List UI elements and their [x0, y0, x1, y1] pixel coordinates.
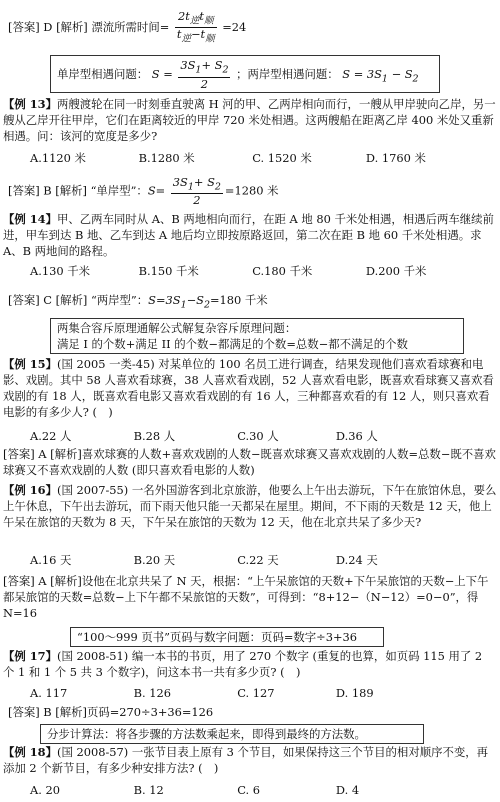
- option-c: C.30 人: [237, 429, 279, 443]
- option-a: A. 117: [30, 686, 68, 700]
- example-15: 【例 15】(国 2005 一类-45) 对某单位的 100 名员工进行调查，结果发现他们喜欢看球赛和电影、戏剧。其中 58 人喜欢看球赛，38 人喜欢看戏剧，52 人喜欢看电影，既喜欢看球赛又喜欢看戏剧的有 18 人，既喜欢看电影又喜欢看戏剧的有 16 人，三种都喜欢看的有 12 人，则只喜欢看电影的有多少人? ( ): [3, 357, 494, 419]
- option-a: A.1120 米: [30, 151, 86, 165]
- example-14-options: [30, 263, 500, 279]
- drift-time-fraction: $\frac{2t_逆t_顺}{t_逆-t_顺}$: [176, 9, 215, 45]
- example-18-options: [30, 782, 500, 798]
- example-14: 【例 14】甲、乙两车同时从 A、B 两地相向而行，在距 A 地 80 千米处相遇，相遇后两车继续前进，甲车到达 B 地、乙车到达 A 地后均立即按原路返回，第二次在距 B 地 60 千米处相遇。求 A、B 两地间的路程。: [3, 212, 494, 258]
- example-16-options: [30, 552, 500, 568]
- option-a: A.130 千米: [30, 264, 90, 278]
- two-bank-formula: $S = 3S_1 - S_2$: [342, 67, 419, 85]
- answer-17: [答案] B [解析]页码=270÷3+36=126: [8, 705, 214, 719]
- answer-15: [答案] A [解析]喜欢球赛的人数+喜欢戏剧的人数−既喜欢球赛又喜欢戏剧的人数=总数−既不喜欢球赛又不喜欢戏剧的人数 (即只喜欢看电影的人数): [3, 447, 496, 477]
- answer-13-fraction: $\frac{3S_1+ S_2}{2}$: [172, 175, 221, 208]
- example-13: 【例 13】两艘渡轮在同一时刻垂直驶离 H 河的甲、乙两岸相向而行，一艘从甲岸驶向乙岸，另一艘从乙岸开往甲岸，它们在距离较近的甲岸 720 米处相遇。这两艘船在距离乙岸 400 米处又重新相遇。问：该河的宽度是多少?: [3, 97, 496, 143]
- option-b: B.20 天: [133, 553, 176, 567]
- page-number-box: “100～999 页书”页码与数字问题：页码=数字÷3+36: [70, 627, 384, 647]
- answer-16: [答案] A [解析]设他在北京共呆了 N 天，根据：“上午呆旅馆的天数+下午呆旅馆的天数−上下午都呆旅馆的天数=总数−上下午都不呆旅馆的天数”，可得到：“8+12−（N−12）=0−0”，得 N=16: [3, 574, 489, 620]
- option-b: B.28 人: [133, 429, 176, 443]
- option-d: D. 1760 米: [365, 151, 426, 165]
- option-b: B. 12: [133, 783, 164, 797]
- option-d: D.24 天: [335, 553, 378, 567]
- option-c: C. 1520 米: [252, 151, 312, 165]
- option-a: A. 20: [30, 783, 60, 797]
- answer-line-prev: [答案] D [解析] 漂流所需时间= $\frac{2t_逆t_顺}{t_逆-t_顺}$ =24: [8, 9, 247, 45]
- example-18: 【例 18】(国 2008-57) 一张节目表上原有 3 个节目，如果保持这三个节目的相对顺序不变，再添加 2 个新节目，有多少种安排方法? ( ): [3, 745, 489, 775]
- option-b: B.150 千米: [138, 264, 199, 278]
- option-d: D. 189: [335, 686, 374, 700]
- option-c: C.180 千米: [252, 264, 313, 278]
- option-c: C.22 天: [237, 553, 279, 567]
- option-b: B. 126: [133, 686, 171, 700]
- option-d: D. 4: [335, 783, 360, 797]
- option-d: D.36 人: [335, 429, 378, 443]
- option-a: A.22 人: [30, 429, 72, 443]
- option-d: D.200 千米: [365, 264, 427, 278]
- example-13-options: [30, 150, 500, 166]
- formula-box-meeting: 单岸型相遇问题： S = $\frac{3S_1+ S_2}{2}$ ；两岸型相遇问题： $S = 3S_1 - S_2$: [50, 55, 440, 93]
- example-16: 【例 16】(国 2007-55) 一名外国游客到北京旅游，他要么上午出去游玩，下午在旅馆休息，要么上午休息，下午出去游玩，而下雨天他只能一天都呆在屋里。期间，不下雨的天数是 12 天，他上午呆在旅馆的天数为 8 天，下午呆在旅馆的天数为 12 天，他在北京共呆了多少天?: [3, 483, 497, 529]
- example-17-options: [30, 685, 500, 701]
- option-a: A.16 天: [30, 553, 72, 567]
- example-15-options: [30, 428, 500, 444]
- option-b: B.1280 米: [138, 151, 195, 165]
- option-c: C. 127: [237, 686, 275, 700]
- answer-14: [答案] C [解析] “两岸型”：$S=3S_1-S_2=180$ 千米: [8, 293, 268, 311]
- option-c: C. 6: [237, 783, 261, 797]
- inclusion-exclusion-box: 两集合容斥原理通解公式解复杂容斥原理问题： 满足 I 的个数+满足 II 的个数−都满足的个数=总数−都不满足的个数: [50, 318, 464, 354]
- example-17: 【例 17】(国 2008-51) 编一本书的书页，用了 270 个数字 (重复的也算，如页码 115 用了 2 个 1 和 1 个 5 共 3 个数字)，问这本书一共有多少页? ( ): [3, 649, 483, 679]
- single-bank-fraction: $\frac{3S_1+ S_2}{2}$: [180, 58, 229, 91]
- step-method-box: 分步计算法：将各步骤的方法数乘起来，即得到最终的方法数。: [40, 724, 424, 744]
- answer-13: [答案] B [解析] “单岸型”：S= $\frac{3S_1+ S_2}{2}$ =1280 米: [8, 175, 279, 208]
